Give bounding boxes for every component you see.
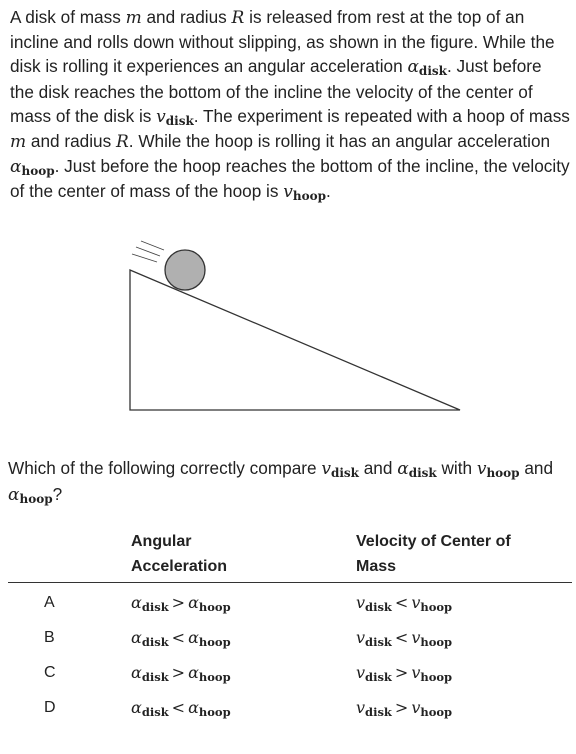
incline-figure	[120, 235, 470, 420]
alpha-disk-symbol: $\alpha_{disk}$	[397, 459, 437, 480]
motion-lines	[132, 241, 164, 262]
v-hoop-symbol: $v_{hoop}$	[476, 459, 520, 480]
alpha-disk-symbol: $\alpha_{disk}$	[407, 57, 447, 79]
question-text: Which of the following correctly compare $v_{disk}$ and $\alpha_{disk}$ with $v_{hoop}$ and $\alpha_{hoop}$?	[8, 458, 554, 506]
alpha-hoop-symbol: $\alpha_{hoop}$	[8, 485, 53, 506]
answer-choice-d[interactable]	[0, 697, 576, 727]
acceleration-comparison: $\alpha_{disk} < \alpha_{hoop}$	[131, 628, 231, 649]
choice-letter: A	[44, 594, 55, 611]
v-disk-symbol: $v_{disk}$	[321, 459, 359, 480]
choice-letter: B	[44, 629, 55, 646]
choice-letter: C	[44, 664, 56, 681]
mass-symbol: m	[10, 132, 27, 153]
radius-symbol: R	[231, 8, 245, 28]
mass-symbol: m	[125, 8, 142, 28]
answer-choice-c[interactable]	[0, 662, 576, 692]
velocity-comparison: $v_{disk} > v_{hoop}$	[356, 698, 453, 719]
velocity-comparison: $v_{disk} > v_{hoop}$	[356, 663, 453, 684]
velocity-comparison: $v_{disk} < v_{hoop}$	[356, 593, 453, 614]
answer-choice-b[interactable]	[0, 627, 576, 657]
alpha-hoop-symbol: $\alpha_{hoop}$	[10, 157, 55, 179]
radius-symbol: R	[115, 132, 129, 153]
choice-letter: D	[44, 699, 56, 716]
v-hoop-symbol: $v_{hoop}$	[283, 182, 326, 204]
acceleration-comparison: $\alpha_{disk} > \alpha_{hoop}$	[131, 663, 231, 684]
v-disk-symbol: $v_{disk}$	[156, 106, 194, 128]
acceleration-comparison: $\alpha_{disk} > \alpha_{hoop}$	[131, 593, 231, 614]
table-header-divider	[8, 582, 572, 583]
header-angular-acceleration: Angular Acceleration	[131, 533, 228, 575]
rolling-disk	[165, 250, 205, 290]
velocity-comparison: $v_{disk} < v_{hoop}$	[356, 628, 453, 649]
header-velocity-center-of-mass: Velocity of Center of Mass	[356, 533, 511, 575]
problem-statement: A disk of mass m and radius R is released from rest at the top of an incline and rolls down without slipping, as shown in the figure. While the disk is rolling it experiences an angular acceleration $\alpha_{disk}$. Just before the disk reaches the bottom of the incline the velocity of the center of mass of the disk is $v_{disk}$. The experiment is repeated with a hoop of mass m and radius R. While the hoop is rolling it has an angular acceleration $\alpha_{hoop}$. Just before the hoop reaches the bottom of the incline, the velocity of the center of mass of the hoop is $v_{hoop}$.	[10, 7, 570, 204]
acceleration-comparison: $\alpha_{disk} < \alpha_{hoop}$	[131, 698, 231, 719]
answer-choice-a[interactable]	[0, 592, 576, 622]
incline-triangle	[130, 270, 460, 410]
